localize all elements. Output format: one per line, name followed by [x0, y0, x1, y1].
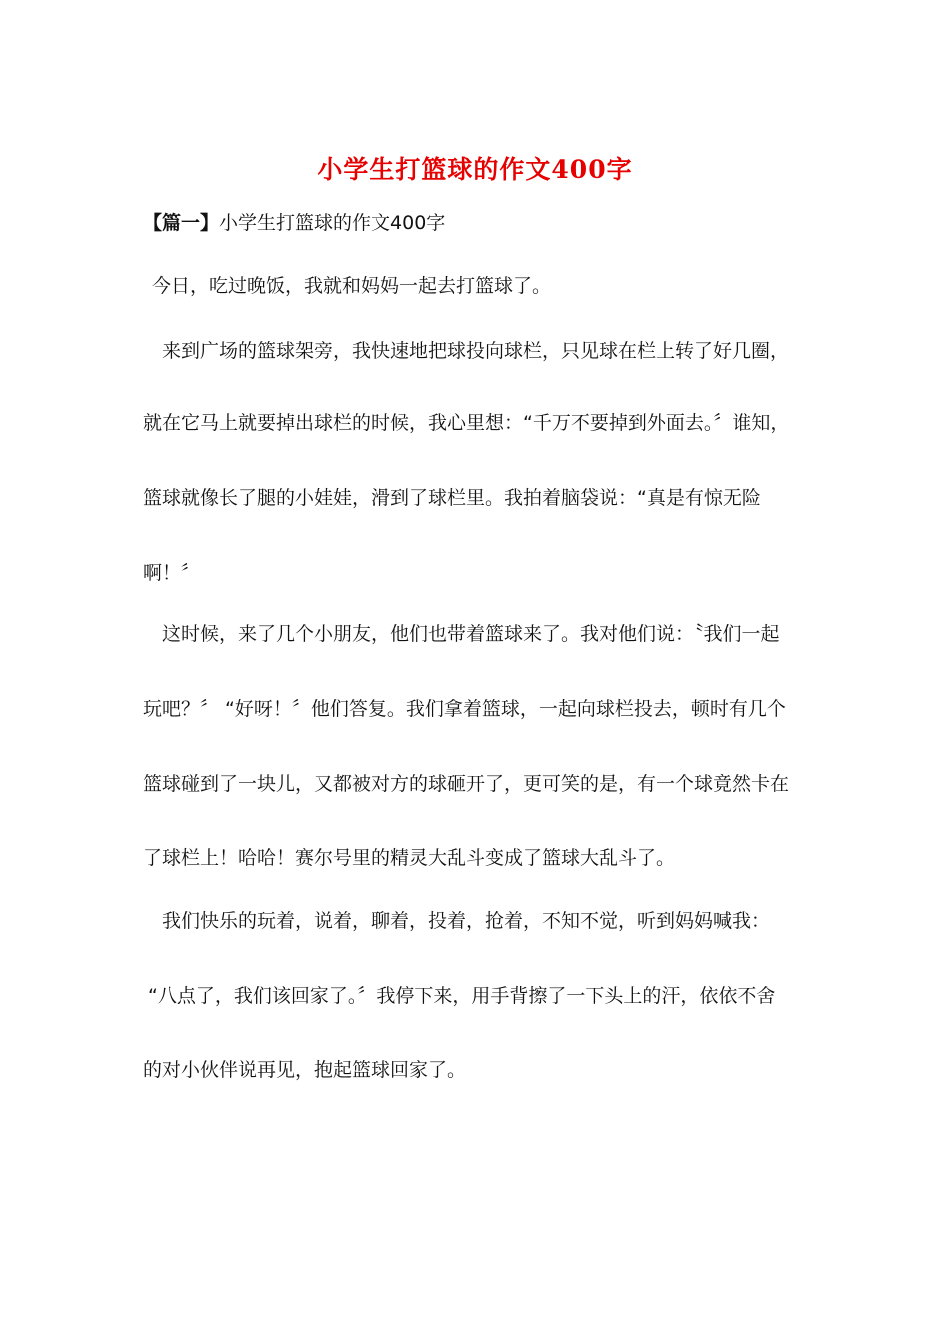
- paragraph-line: 来到广场的篮球架旁，我快速地把球投向球栏，只见球在栏上转了好几圈，: [162, 340, 790, 362]
- paragraph-line: 的对小伙伴说再见，抱起篮球回家了。: [143, 1059, 467, 1081]
- section-label: 【篇一】: [143, 212, 220, 234]
- paragraph-line: 这时候，来了几个小朋友，他们也带着篮球来了。我对他们说：〝我们一起: [162, 623, 780, 645]
- section-heading: [143, 210, 445, 236]
- paragraph-line: 啊！〞: [143, 562, 201, 584]
- paragraph-line: 我们快乐的玩着，说着，聊着，投着，抢着，不知不觉，听到妈妈喊我：: [162, 910, 771, 932]
- paragraph-line: 就在它马上就要掉出球栏的时候，我心里想：“千万不要掉到外面去。〞谁知，: [143, 412, 790, 434]
- paragraph-line: 篮球碰到了一块儿，又都被对方的球砸开了，更可笑的是，有一个球竟然卡在: [143, 773, 790, 795]
- paragraph-line: 玩吧？〞 “好呀！〞他们答复。我们拿着篮球，一起向球栏投去，顿时有几个: [143, 698, 786, 720]
- section-heading-text: 小学生打篮球的作文400字: [219, 212, 446, 234]
- paragraph-line: 篮球就像长了腿的小娃娃，滑到了球栏里。我拍着脑袋说：“真是有惊无险: [143, 487, 761, 509]
- paragraph-line: 了球栏上！哈哈！赛尔号里的精灵大乱斗变成了篮球大乱斗了。: [143, 847, 676, 869]
- paragraph-line: “八点了，我们该回家了。〞我停下来，用手背擦了一下头上的汗，依依不舍: [148, 985, 776, 1007]
- document-title: 小学生打篮球的作文400字: [317, 155, 633, 184]
- paragraph-line: 今日，吃过晚饭，我就和妈妈一起去打篮球了。: [152, 275, 552, 297]
